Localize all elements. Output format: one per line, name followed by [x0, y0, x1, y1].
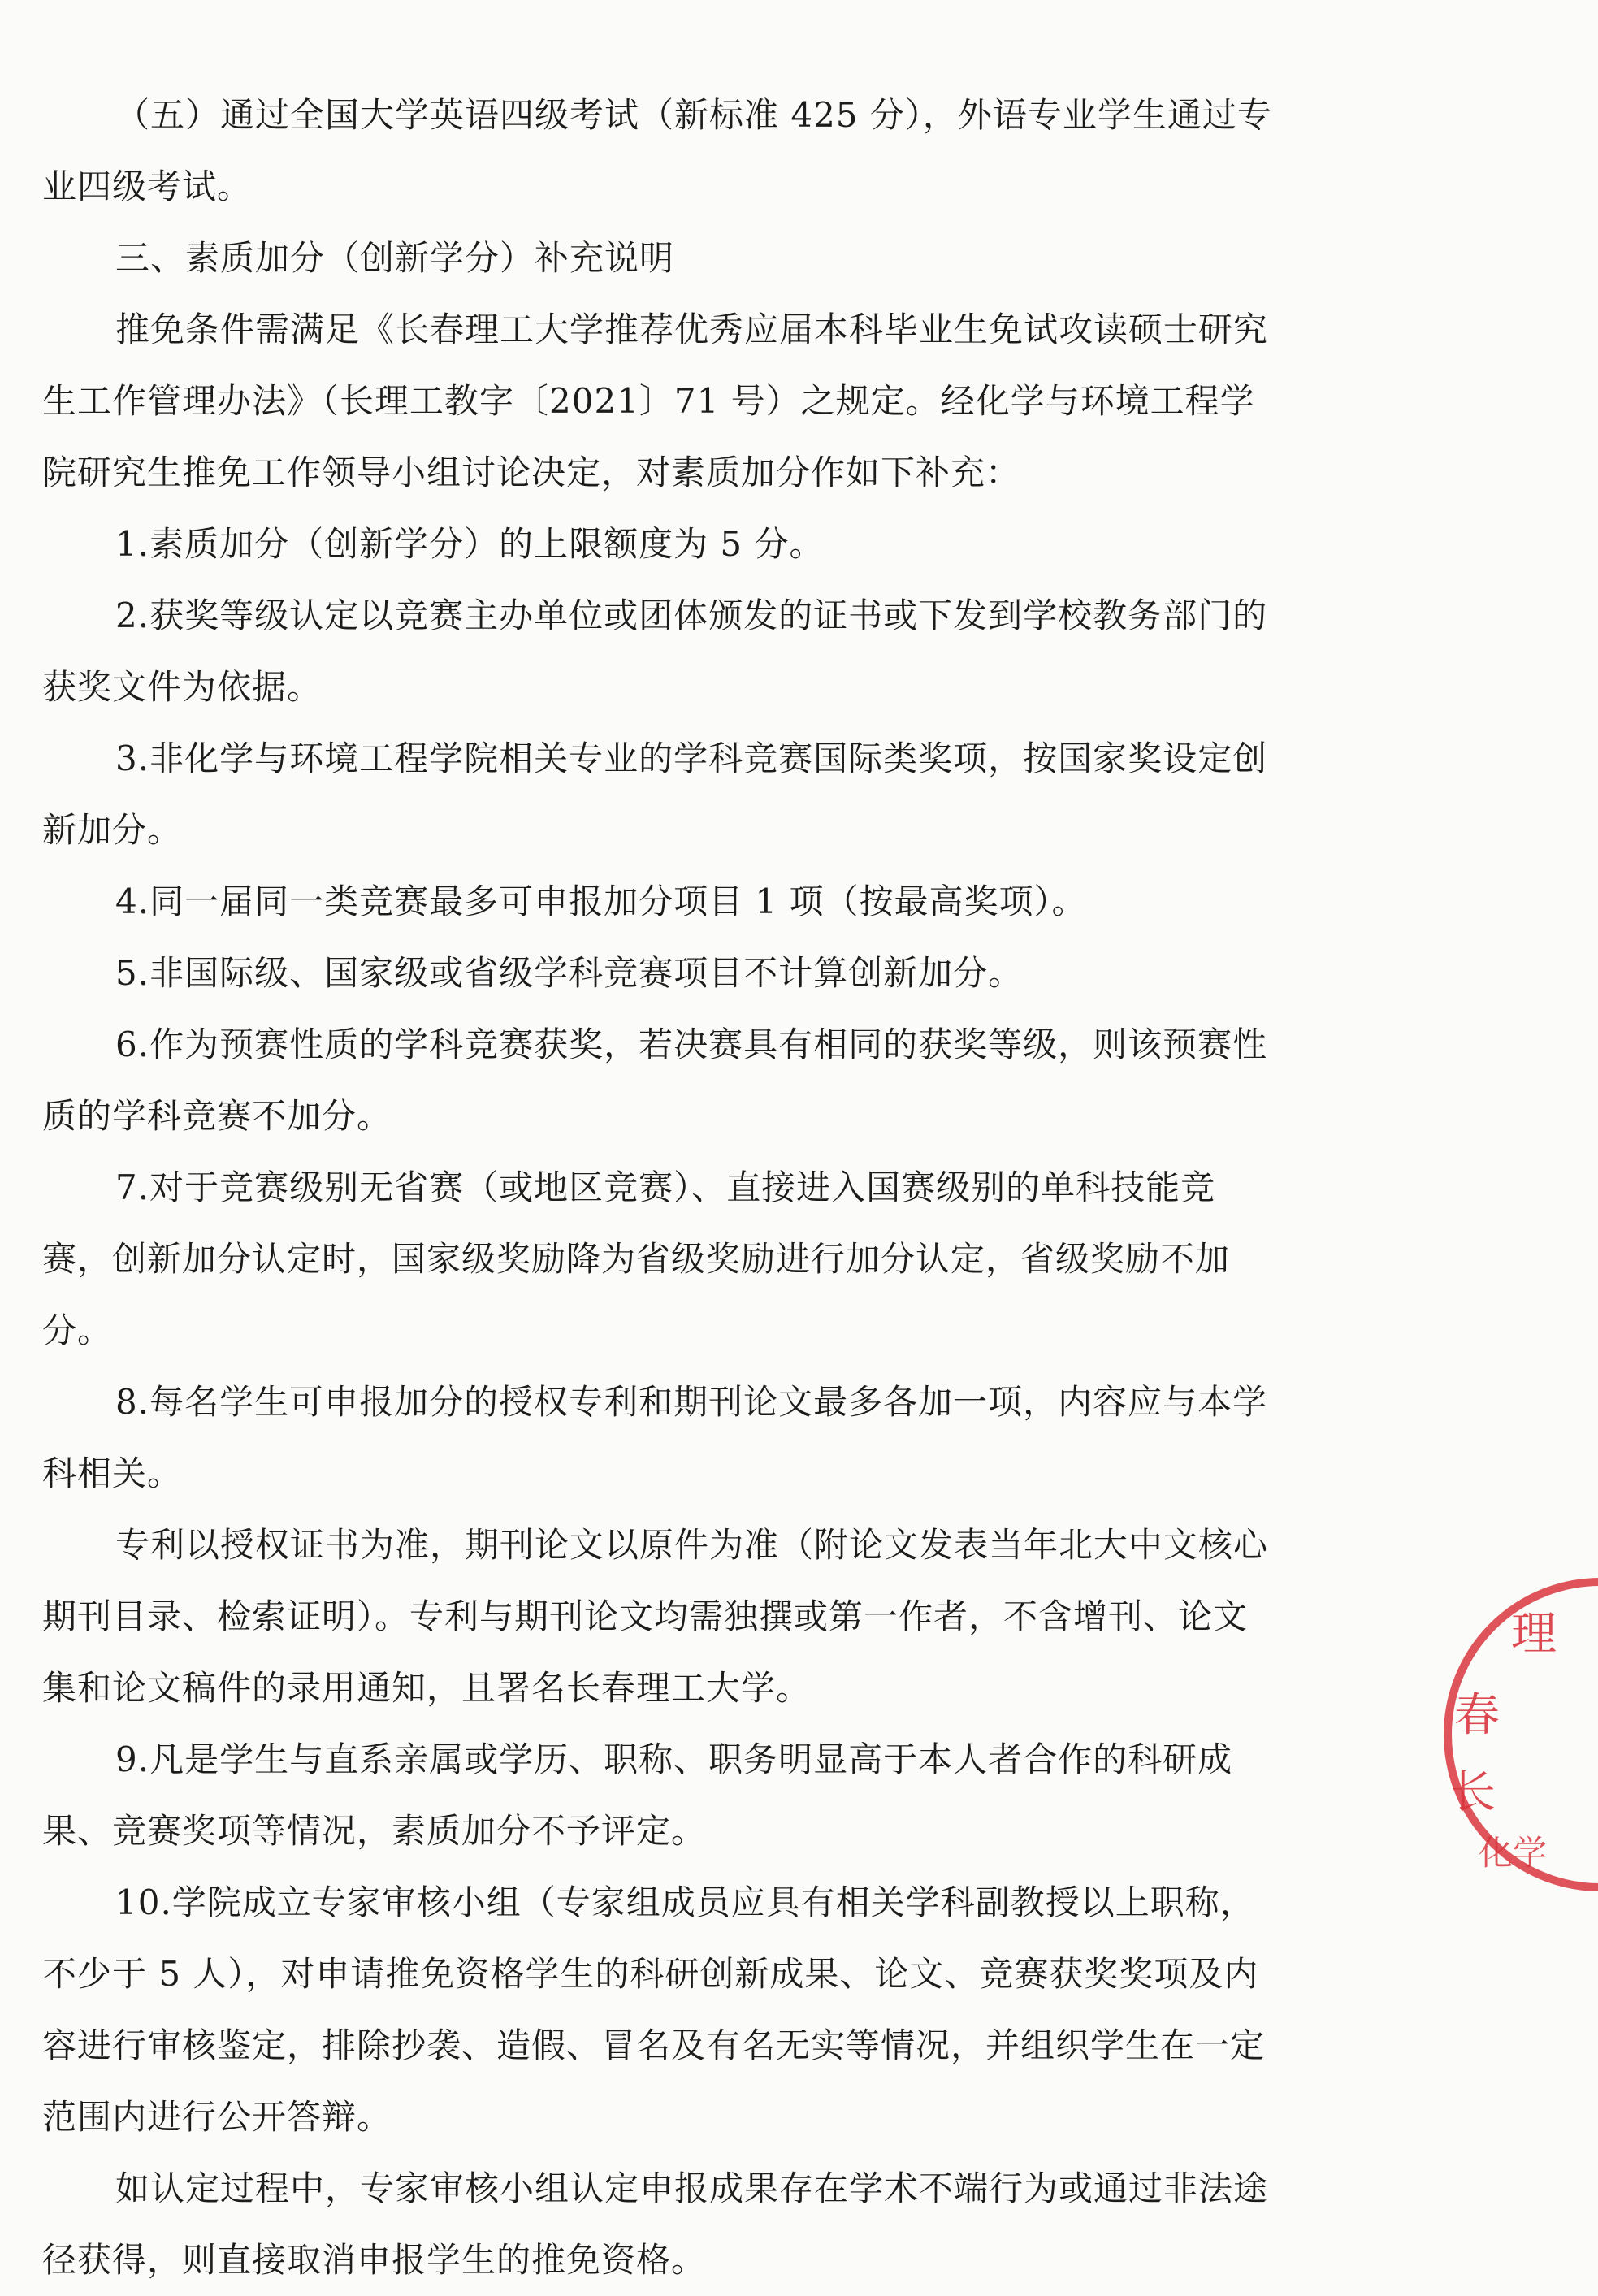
seal-char-chang: 长 [1450, 1766, 1496, 1819]
rule-item-6: 6.作为预赛性质的学科竞赛获奖，若决赛具有相同的获奖等级，则该预赛性质的学科竞赛不加分。 [42, 1025, 1268, 1136]
paragraph-english-requirement: （五）通过全国大学英语四级考试（新标准 425 分），外语专业学生通过专业四级考试。 [42, 95, 1272, 206]
rule-item-5: 5.非国际级、国家级或省级学科竞赛项目不计算创新加分。 [115, 953, 1024, 993]
paragraph-recommendation-conditions: 推免条件需满足《长春理工大学推荐优秀应届本科毕业生免试攻读硕士研究生工作管理办法》（长理工教字〔2021〕71 号）之规定。经化学与环境工程学院研究生推免工作领导小组讨论决定，对素质加分作如下补充： [42, 310, 1269, 492]
paragraph-patent-paper-note: 专利以授权证书为准，期刊论文以原件为准（附论文发表当年北大中文核心期刊目录、检索证明）。专利与期刊论文均需独撰或第一作者，不含增刊、论文集和论文稿件的录用通知，且署名长春理工大学。 [42, 1525, 1269, 1708]
seal-graphic [1430, 1564, 1598, 1905]
rule-item-9: 9.凡是学生与直系亲属或学历、职称、职务明显高于本人者合作的科研成果、竞赛奖项等情况，素质加分不予评定。 [42, 1739, 1233, 1851]
paragraph-misconduct-note: 如认定过程中，专家审核小组认定申报成果存在学术不端行为或通过非法途径获得，则直接取消申报学生的推免资格。 [42, 2168, 1269, 2280]
document-body [42, 80, 1277, 2296]
rule-item-1: 1.素质加分（创新学分）的上限额度为 5 分。 [115, 524, 825, 564]
rule-item-10: 10.学院成立专家审核小组（专家组成员应具有相关学科副教授以上职称，不少于 5 人），对申请推免资格学生的科研创新成果、论文、竞赛获奖奖项及内容进行审核鉴定，排除抄袭、造假、冒名及有名无实等情况，并组织学生在一定范围内进行公开答辩。 [42, 1882, 1266, 2137]
seal-char-chun: 春 [1454, 1689, 1500, 1742]
rule-item-3: 3.非化学与环境工程学院相关专业的学科竞赛国际类奖项，按国家奖设定创新加分。 [42, 739, 1268, 850]
rule-item-7: 7.对于竞赛级别无省赛（或地区竞赛）、直接进入国赛级别的单科技能竞赛，创新加分认定时，国家级奖励降为省级奖励进行加分认定，省级奖励不加分。 [42, 1167, 1231, 1350]
official-seal-stamp [1430, 1564, 1598, 1905]
rule-item-4: 4.同一届同一类竞赛最多可申报加分项目 1 项（按最高奖项）。 [115, 882, 1087, 921]
rule-item-2: 2.获奖等级认定以竞赛主办单位或团体颁发的证书或下发到学校教务部门的获奖文件为依据。 [42, 596, 1268, 707]
seal-char-huaxue: 化学 [1479, 1833, 1548, 1873]
rule-item-8: 8.每名学生可申报加分的授权专利和期刊论文最多各加一项，内容应与本学科相关。 [42, 1382, 1268, 1493]
section-heading-quality-bonus: 三、素质加分（创新学分）补充说明 [115, 238, 675, 278]
seal-char-li: 理 [1511, 1608, 1557, 1661]
